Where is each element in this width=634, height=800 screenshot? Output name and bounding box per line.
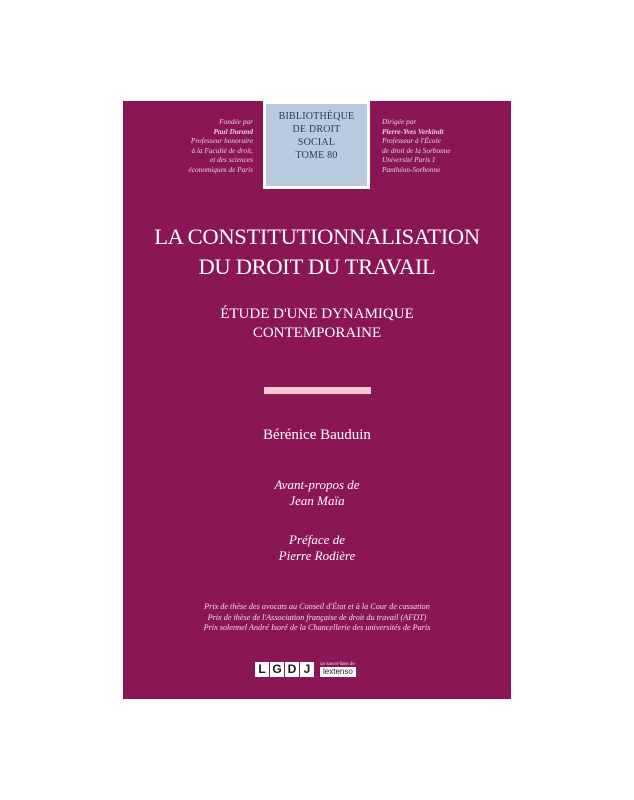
lgdj-logo	[255, 662, 314, 677]
book-subtitle	[123, 305, 511, 343]
lgdj-letter: G	[270, 662, 284, 677]
founder-line: et des sciences	[210, 155, 253, 165]
prize-line: Prix de thèse des avocats au Conseil d'État et à la Cour de cassation	[204, 602, 430, 611]
series-line: SOCIAL	[297, 137, 336, 148]
director-line: Dirigée par	[382, 117, 417, 126]
lextenso-tagline: un savoir-faire de	[320, 661, 355, 666]
subtitle-line: ÉTUDE D'UNE DYNAMIQUE	[220, 306, 414, 322]
founder-credit	[133, 117, 253, 175]
director-line: Université Paris 1	[382, 155, 436, 165]
founder-name: Paul Durand	[213, 126, 253, 136]
lextenso-brand: lextenso	[320, 667, 356, 677]
founder-line: à la Faculté de droit,	[191, 145, 253, 155]
founder-line: Fondée par	[219, 117, 253, 126]
series-line: DE DROIT	[292, 124, 341, 135]
foreword-label: Avant-propos de	[274, 477, 360, 492]
title-line: LA CONSTITUTIONNALISATION	[154, 224, 480, 249]
preface-name: Pierre Rodière	[278, 548, 356, 563]
lgdj-letter: L	[255, 662, 269, 677]
series-volume: TOME 80	[295, 150, 338, 161]
prize-line: Prix de thèse de l'Association française de droit du travail (AFDT)	[207, 612, 427, 622]
subtitle-line: CONTEMPORAINE	[252, 325, 382, 341]
lgdj-letter: D	[285, 662, 299, 677]
director-line: Professeur à l'École	[382, 136, 441, 146]
lextenso-logo	[320, 661, 356, 677]
foreword-credit	[123, 477, 511, 509]
preface-credit	[123, 532, 511, 564]
founder-line: économiques de Paris	[188, 164, 253, 174]
foreword-name: Jean Maïa	[289, 493, 345, 508]
publisher-logo	[255, 661, 356, 677]
director-credit	[382, 117, 502, 175]
director-name: Pierre-Yves Verkindt	[382, 126, 444, 136]
author-name: Bérénice Bauduin	[263, 427, 371, 443]
lgdj-letter: J	[300, 662, 314, 677]
director-line: de droit de la Sorbonne	[382, 145, 451, 155]
title-line: DU DROIT DU TRAVAIL	[198, 254, 436, 279]
divider-bar	[264, 387, 371, 394]
prize-line: Prix solennel André Isoré de la Chancellerie des universités de Paris	[203, 623, 431, 633]
founder-line: Professeur honoraire	[190, 136, 253, 146]
book-title	[123, 222, 511, 282]
series-line: BIBLIOTHÈQUE	[278, 111, 355, 122]
preface-label: Préface de	[289, 532, 345, 547]
prizes-list	[123, 602, 511, 634]
series-label-box	[263, 101, 370, 189]
director-line: Panthéon-Sorbonne	[382, 164, 441, 174]
